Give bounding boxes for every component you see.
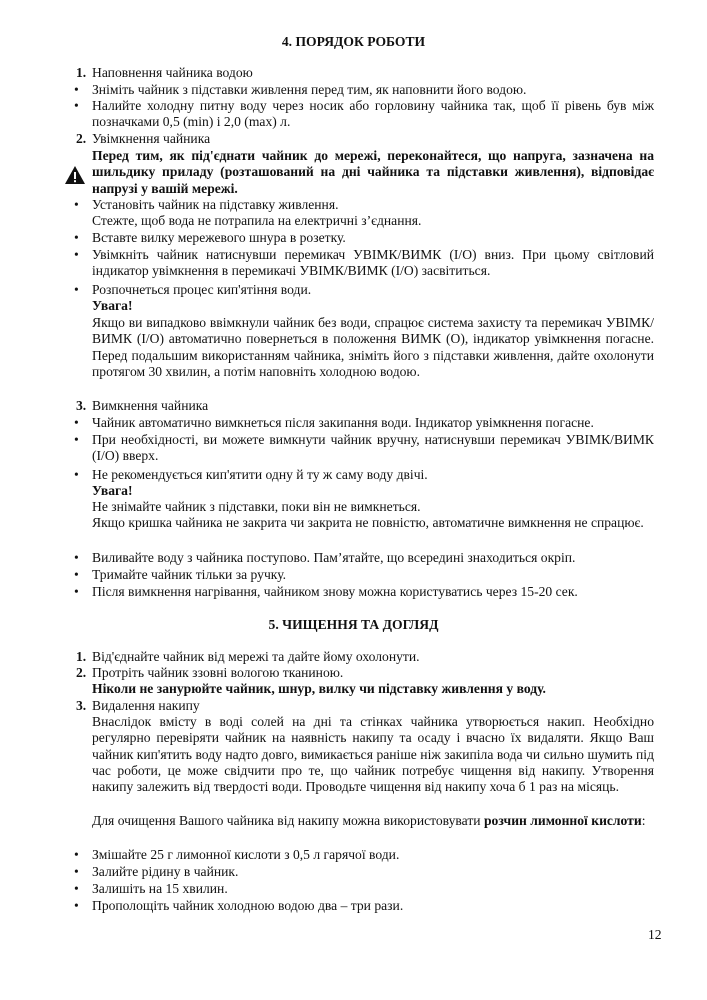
bullet-text: Установіть чайник на підставку живлення. — [92, 197, 339, 212]
descale-paragraph: Внаслідок вмісту в воді солей на дні та стінках чайника утворюється накип. Необхідно регулярно перевіряти чайник на наявність накипу та осаду і вчасно їх видаляти. Якщо Ваш чайник кип'ятить воду надто довго, вимикається раніше ніж закипіла вода чи сильно шумить під час роботи, це може свідчити про те, що чайник потребує чищення від накипу. Утворення накипу залежить від твердості води. Проводьте чищення від накипу хоча б 1 раз на місяць. — [92, 714, 654, 795]
attention-text: Не знімайте чайник з підставки, поки він не вимкнеться. — [92, 499, 421, 514]
attention-text: Якщо кришка чайника не закрита чи закрита не повністю, автоматичне вимкнення не спрацює. — [92, 515, 644, 530]
citric-acid-paragraph — [92, 813, 654, 829]
clean-step-2-number: 2. — [76, 665, 87, 680]
bullet-text: Чайник автоматично вимкнеться після закипання води. Індикатор увімкнення погасне. — [92, 415, 594, 430]
citric-intro: Для очищення Вашого чайника від накипу можна використовувати — [92, 813, 481, 828]
section-4-title: 4. ПОРЯДОК РОБОТИ — [281, 34, 426, 49]
clean-step-1-label: Від'єднайте чайник від мережі та дайте йому охолонути. — [92, 649, 420, 664]
bullet-text: Змішайте 25 г лимонної кислоти з 0,5 л гарячої води. — [92, 847, 400, 862]
bullet-symbol: • — [74, 584, 79, 599]
bullet-symbol: • — [74, 847, 79, 862]
bullet-text: Залийте рідину в чайник. — [92, 864, 239, 879]
bullet-symbol: • — [74, 98, 79, 113]
bullet-symbol: • — [74, 864, 79, 879]
bullet-text: Розпочнеться процес кип'ятіння води. — [92, 282, 312, 297]
step-3-label: Вимкнення чайника — [92, 398, 209, 413]
bullet-symbol: • — [74, 550, 79, 565]
bullet-text: Виливайте воду з чайника поступово. Пам’ятайте, що всередині знаходиться окріп. — [92, 550, 576, 565]
clean-step-1-number: 1. — [76, 649, 87, 664]
bullet-symbol: • — [74, 432, 79, 447]
step-2-label: Увімкнення чайника — [92, 131, 211, 146]
bullet-symbol: • — [74, 282, 79, 297]
bullet-symbol: • — [74, 415, 79, 430]
clean-step-3-label: Видалення накипу — [92, 698, 200, 713]
no-immerse-warning: Ніколи не занурюйте чайник, шнур, вилку чи підставку живлення у воду. — [92, 681, 546, 696]
step-1-number: 1. — [76, 65, 87, 80]
bullet-text: Не рекомендується кип'ятити одну й ту ж саму воду двічі. — [92, 467, 428, 482]
bullet-text: Зніміть чайник з підставки живлення перед тим, як наповнити його водою. — [92, 82, 527, 97]
bullet-symbol: • — [74, 567, 79, 582]
bullet-text: Після вимкнення нагрівання, чайником знову можна користуватись через 15-20 сек. — [92, 584, 578, 599]
bullet-symbol: • — [74, 197, 79, 212]
clean-step-2-label: Протріть чайник ззовні вологою тканиною. — [92, 665, 344, 680]
page-number: 12 — [648, 927, 662, 942]
bullet-symbol: • — [74, 898, 79, 913]
step-2-number: 2. — [76, 131, 87, 146]
attention-label: Увага! — [92, 298, 133, 313]
bullet-symbol: • — [74, 82, 79, 97]
warning-triangle-icon — [64, 165, 86, 185]
bullet-subtext: Стежте, щоб вода не потрапила на електричні з’єднання. — [92, 213, 422, 228]
bullet-symbol: • — [74, 467, 79, 482]
citric-colon: : — [641, 813, 646, 828]
bullet-symbol: • — [74, 247, 79, 262]
voltage-warning-text: Перед тим, як під'єднати чайник до мережі, переконайтеся, що напруга, зазначена на шильдику приладу (розташований на дні чайника та підставки живлення), відповідає напрузі у вашій мережі. — [92, 148, 654, 196]
bullet-text: Прополощіть чайник холодною водою два – три рази. — [92, 898, 404, 913]
bullet-text: Налийте холодну питну воду через носик або горловину чайника так, щоб її рівень був між позначками 0,5 (min) і 2,0 (max) л. — [92, 98, 654, 130]
bullet-text: Увімкніть чайник натиснувши перемикач УВІМК/ВИМК (I/O) вниз. При цьому світловий індикатор увімкнення в перемикачі УВІМК/ВИМК (I/O) засвітиться. — [92, 247, 654, 279]
bullet-text: При необхідності, ви можете вимкнути чайник вручну, натиснувши перемикач УВІМК/ВИМК (I/O) вверх. — [92, 432, 654, 464]
attention-text: Якщо ви випадково ввімкнули чайник без води, спрацює система захисту та перемикач УВІМК/ВИМК (I/O) автоматично повернеться в положення ВИМК (O), індикатор увімкнення погасне. Перед подальшим використанням чайника, зніміть його з підставки живлення, дайте охолонути протягом 30 хвилин, а потім наповніть холодною водою. — [92, 315, 654, 379]
attention-label: Увага! — [92, 483, 133, 498]
bullet-text: Залишіть на 15 хвилин. — [92, 881, 228, 896]
bullet-text: Тримайте чайник тільки за ручку. — [92, 567, 287, 582]
citric-acid-bold: розчин лимонної кислоти — [483, 813, 642, 828]
step-3-number: 3. — [76, 398, 87, 413]
clean-step-3-number: 3. — [76, 698, 87, 713]
bullet-symbol: • — [74, 230, 79, 245]
section-5-title: 5. ЧИЩЕННЯ ТА ДОГЛЯД — [268, 617, 439, 632]
bullet-text: Вставте вилку мережевого шнура в розетку. — [92, 230, 346, 245]
step-1-label: Наповнення чайника водою — [92, 65, 253, 80]
bullet-symbol: • — [74, 881, 79, 896]
